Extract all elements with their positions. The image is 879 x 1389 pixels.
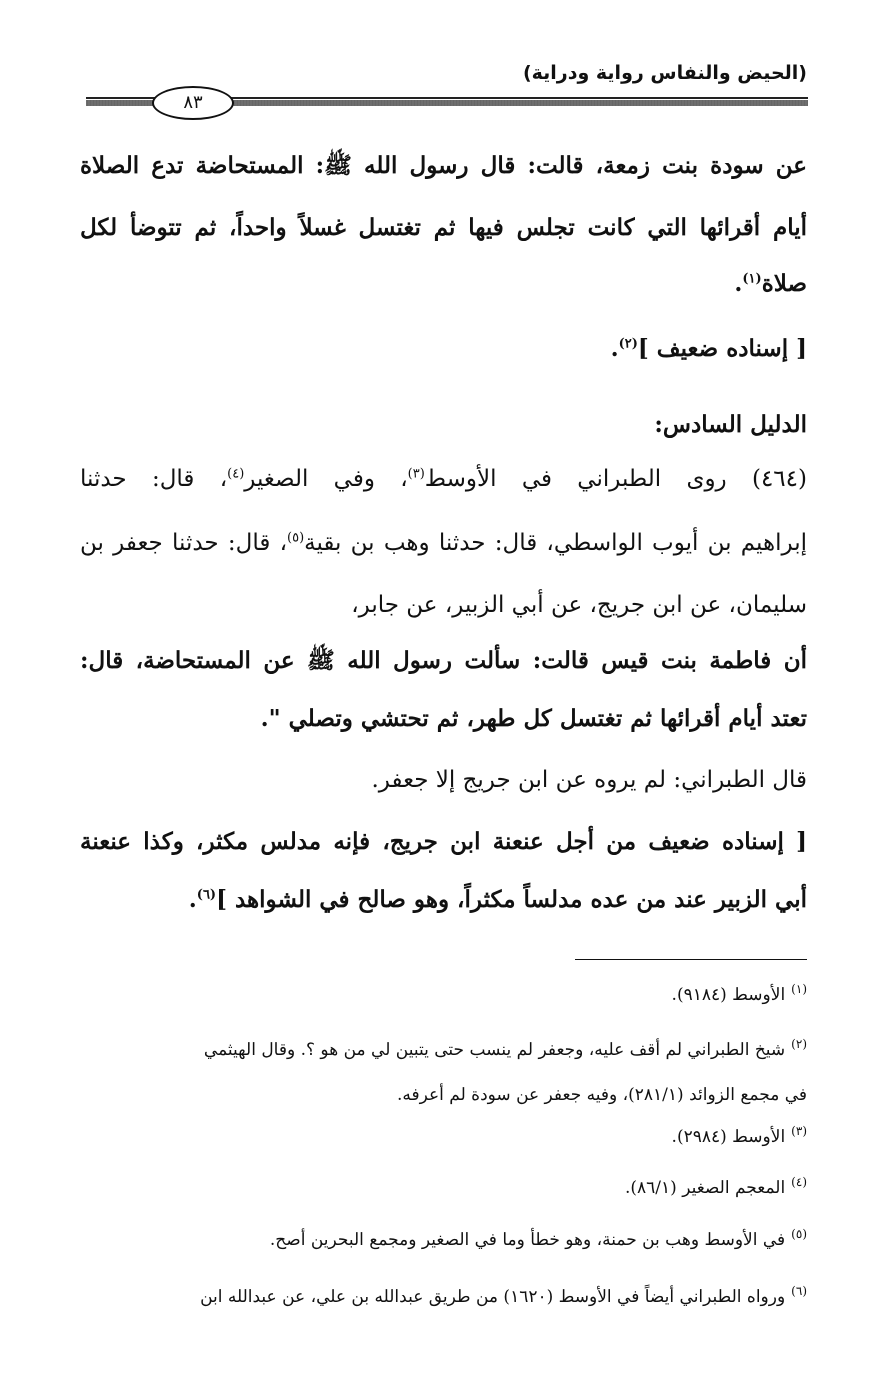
- paragraph-text: ، قال: حدثنا جعفر بن: [80, 530, 287, 556]
- paragraph-line: قال الطبراني: لم يروه عن ابن جريج إلا جعفر.: [371, 767, 807, 793]
- footnote-number: (٣): [791, 1124, 807, 1139]
- footnote-separator: [575, 959, 807, 960]
- footnote: [671, 1124, 807, 1147]
- footnote-ref: (٣): [407, 466, 425, 482]
- footnote-text: ورواه الطبراني أيضاً في الأوسط (١٦٢٠) من طريق عبدالله بن علي، عن عبدالله ابن: [200, 1287, 786, 1307]
- footnote-number: (١): [791, 982, 807, 997]
- footnote-ref: (١): [742, 271, 762, 287]
- paragraph-line: [734, 270, 807, 298]
- footnote: [671, 982, 807, 1005]
- page-number-text: ٨٣: [183, 92, 203, 113]
- paragraph-text: إبراهيم بن أيوب الواسطي، قال: حدثنا وهب بن بقية: [304, 530, 807, 556]
- footnote: [269, 1227, 807, 1250]
- grade-text: أبي الزبير عند من عده مدلساً مكثراً، وهو صالح في الشواهد ]: [216, 886, 807, 913]
- paragraph-text: .: [734, 270, 743, 297]
- footnote-text: الأوسط (٩١٨٤).: [671, 985, 786, 1005]
- paragraph-line: أيام أقرائها التي كانت تجلس فيها ثم تغتسل غسلاً واحداً، ثم تتوضأ لكل: [80, 214, 807, 241]
- footnote-text: في الأوسط وهب بن حمنة، وهو خطأ وما في الصغير ومجمع البحرين أصح.: [269, 1230, 786, 1250]
- footnote-text: المعجم الصغير (٨٦/١).: [624, 1178, 786, 1198]
- paragraph-text: ، قال: حدثنا: [80, 466, 228, 492]
- footnote-text: شيخ الطبراني لم أقف عليه، وجعفر لم ينسب حتى يتبين لي من هو ؟. وقال الهيثمي: [203, 1040, 786, 1060]
- isnad-grade: [189, 886, 807, 914]
- paragraph-line: [80, 530, 807, 558]
- paragraph-line: [80, 466, 807, 494]
- footnote-number: (٢): [791, 1037, 807, 1052]
- section-heading: الدليل السادس:: [654, 411, 807, 438]
- hadith-line: أن فاطمة بنت قيس قالت: سألت رسول الله ﷺ عن المستحاضة، قال:: [80, 647, 807, 674]
- footnote: [203, 1037, 807, 1060]
- footnote-ref: (٦): [196, 887, 217, 903]
- paragraph-text: صلاة: [761, 270, 807, 297]
- isnad-grade: [ إسناده ضعيف من أجل عنعنة ابن جريج، فإنه مدلس مكثر، وكذا عنعنة: [80, 828, 807, 855]
- footnote-ref: (٥): [287, 530, 305, 546]
- grade-text: [ إسناده ضعيف ]: [637, 335, 807, 362]
- running-title: (الحيض والنفاس رواية ودراية): [522, 62, 807, 84]
- paragraph-text: ، وفي الصغير: [244, 466, 408, 492]
- footnote-text: الأوسط (٢٩٨٤).: [671, 1127, 786, 1147]
- footnote: [200, 1284, 807, 1307]
- page-number: [152, 86, 234, 120]
- paragraph-line: عن سودة بنت زمعة، قالت: قال رسول الله ﷺ: المستحاضة تدع الصلاة: [80, 152, 807, 179]
- footnote-number: (٦): [791, 1284, 807, 1299]
- footnote-ref: (٢): [618, 336, 638, 352]
- grade-text: .: [610, 335, 619, 362]
- footnote-number: (٤): [791, 1175, 807, 1190]
- paragraph-line: سليمان، عن ابن جريج، عن أبي الزبير، عن جابر،: [351, 592, 807, 618]
- footnote-continuation: في مجمع الزوائد (٢٨١/١)، وفيه جعفر عن سودة لم أعرفه.: [396, 1085, 807, 1105]
- grade-text: .: [188, 886, 197, 913]
- footnote-number: (٥): [791, 1227, 807, 1242]
- hadith-line: تعتد أيام أقرائها ثم تغتسل كل طهر، ثم تحتشي وتصلي ".: [260, 705, 807, 732]
- footnote: [624, 1175, 807, 1198]
- footnote-ref: (٤): [227, 466, 245, 482]
- isnad-grade: [611, 335, 807, 363]
- paragraph-text: (٤٦٤) روى الطبراني في الأوسط: [424, 466, 807, 492]
